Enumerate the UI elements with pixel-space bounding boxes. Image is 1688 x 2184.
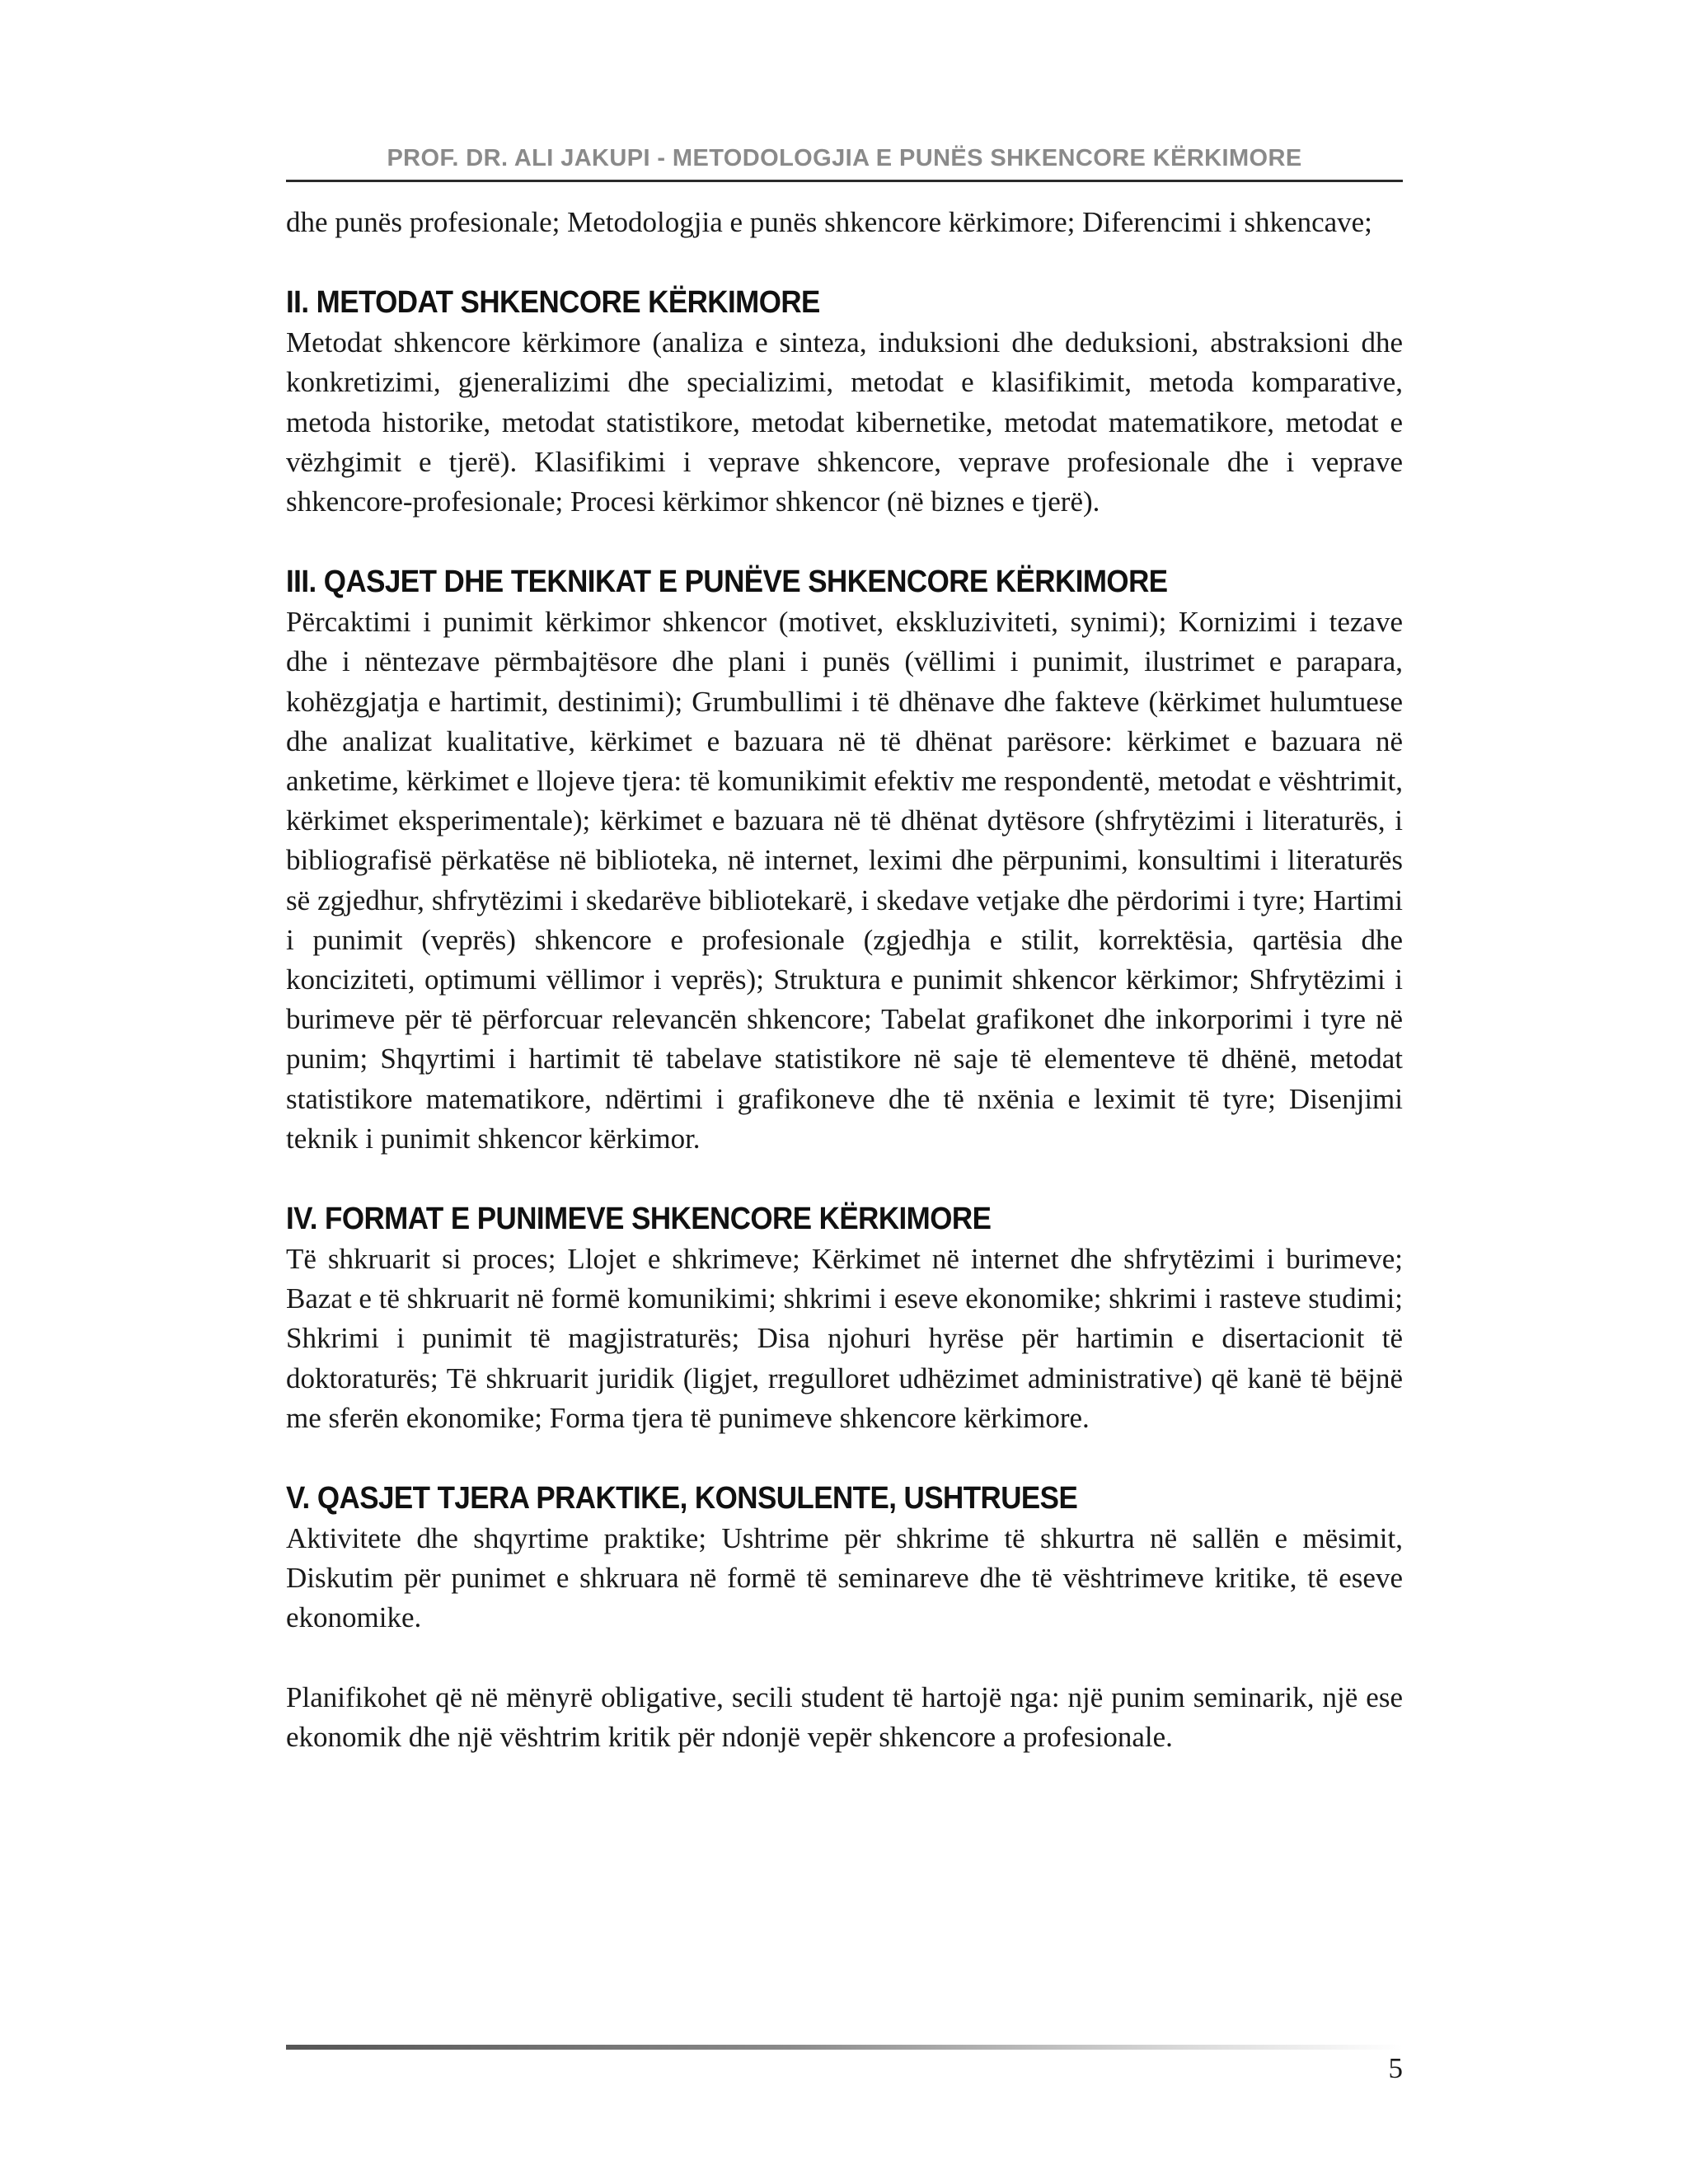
intro-paragraph: dhe punës profesionale; Metodologjia e punës shkencore kërkimore; Diferencimi i shkencave; [286, 206, 1372, 238]
page-body [286, 203, 1403, 1757]
section-body-format: Të shkruarit si proces; Llojet e shkrimeve; Kërkimet në internet dhe shfrytëzimi i burimeve; Bazat e të shkruarit në formë komunikimi; shkrimi i eseve ekonomike; shkrimi i rasteve studimi; Shkrimi i punimit të magjistraturës; Disa njohuri hyrëse për hartimin e disertacionit të doktoraturës; Të shkruarit juridik (ligjet, rregulloret udhëzimet administrative) që kanë të bëjnë me sferën ekonomike; Forma tjera të punimeve shkencore kërkimore. [286, 1243, 1403, 1434]
section-heading-metodat: II. METODAT SHKENCORE KËRKIMORE [286, 285, 820, 321]
closing-paragraph: Planifikohet që në mënyrë obligative, secili student të hartojë nga: një punim seminarik, një ese ekonomik dhe një vështrim kritik për ndonjë vepër shkencore a profesionale. [286, 1680, 1403, 1753]
section-body-metodat: Metodat shkencore kërkimore (analiza e sinteza, induksioni dhe deduksioni, abstraksioni dhe konkretizimi, gjeneralizimi dhe specializimi, metodat e klasifikimit, metoda komparative, metoda historike, metodat statistikore, metodat kibernetike, metodat matematikore, metodat e vëzhgimit e tjerë). Klasifikimi i veprave shkencore, veprave profesionale dhe i veprave shkencore-profesionale; Procesi kërkimor shkencor (në biznes e tjerë). [286, 326, 1403, 518]
page-number: 5 [1388, 2052, 1403, 2084]
footer-rule [286, 2045, 1403, 2050]
section-heading-qasjet-teknikat: III. QASJET DHE TEKNIKAT E PUNËVE SHKENCORE KËRKIMORE [286, 565, 1168, 600]
header-rule [286, 180, 1403, 182]
section-body-qasjet-praktike: Aktivitete dhe shqyrtime praktike; Ushtrime për shkrime të shkurtra në sallën e mësimit, Diskutim për punimet e shkruara në formë të seminareve dhe të vështrimeve kritike, të eseve ekonomike. [286, 1522, 1403, 1634]
section-body-qasjet-teknikat: Përcaktimi i punimit kërkimor shkencor (motivet, ekskluziviteti, synimi); Kornizimi i tezave dhe i nëntezave përmbajtësore dhe plani i punës (vëllimi i punimit, ilustrimet e parapara, kohëzgjatja e hartimit, destinimi); Grumbullimi i të dhënave dhe fakteve (kërkimet hulumtuese dhe analizat kualitative, kërkimet e bazuara në të dhënat parësore: kërkimet e bazuara në anketime, kërkimet e llojeve tjera: të komunikimit efektiv me respondentë, metodat e vështrimit, kërkimet eksperimentale); kërkimet e bazuara në të dhënat dytësore (shfrytëzimi i literaturës, i bibliografisë përkatëse në biblioteka, në internet, leximi dhe përpunimi, konsultimi i literaturës së zgjedhur, shfrytëzimi i skedarëve bibliotekarë, i skedave vetjake dhe përdorimi i tyre; Hartimi i punimit (veprës) shkencore e profesionale (zgjedhja e stilit, korrektësia, qartësia dhe konciziteti, optimumi vëllimor i veprës); Struktura e punimit shkencor kërkimor; Shfrytëzimi i burimeve për të përforcuar relevancën shkencore; Tabelat grafikonet dhe inkorporimi i tyre në punim; Shqyrtimi i hartimit të tabelave statistikore në saje të elementeve të dhënë, metodat statistikore matematikore, ndërtimi i grafikoneve dhe të nxënia e leximit të tyre; Disenjimi teknik i punimit shkencor kërkimor. [286, 606, 1403, 1155]
section-heading-qasjet-praktike: V. QASJET TJERA PRAKTIKE, KONSULENTE, USHTRUESE [286, 1481, 1078, 1516]
running-header-title: PROF. DR. ALI JAKUPI - METODOLOGJIA E PUNËS SHKENCORE KËRKIMORE [387, 145, 1302, 171]
section-heading-format: IV. FORMAT E PUNIMEVE SHKENCORE KËRKIMORE [286, 1202, 992, 1237]
